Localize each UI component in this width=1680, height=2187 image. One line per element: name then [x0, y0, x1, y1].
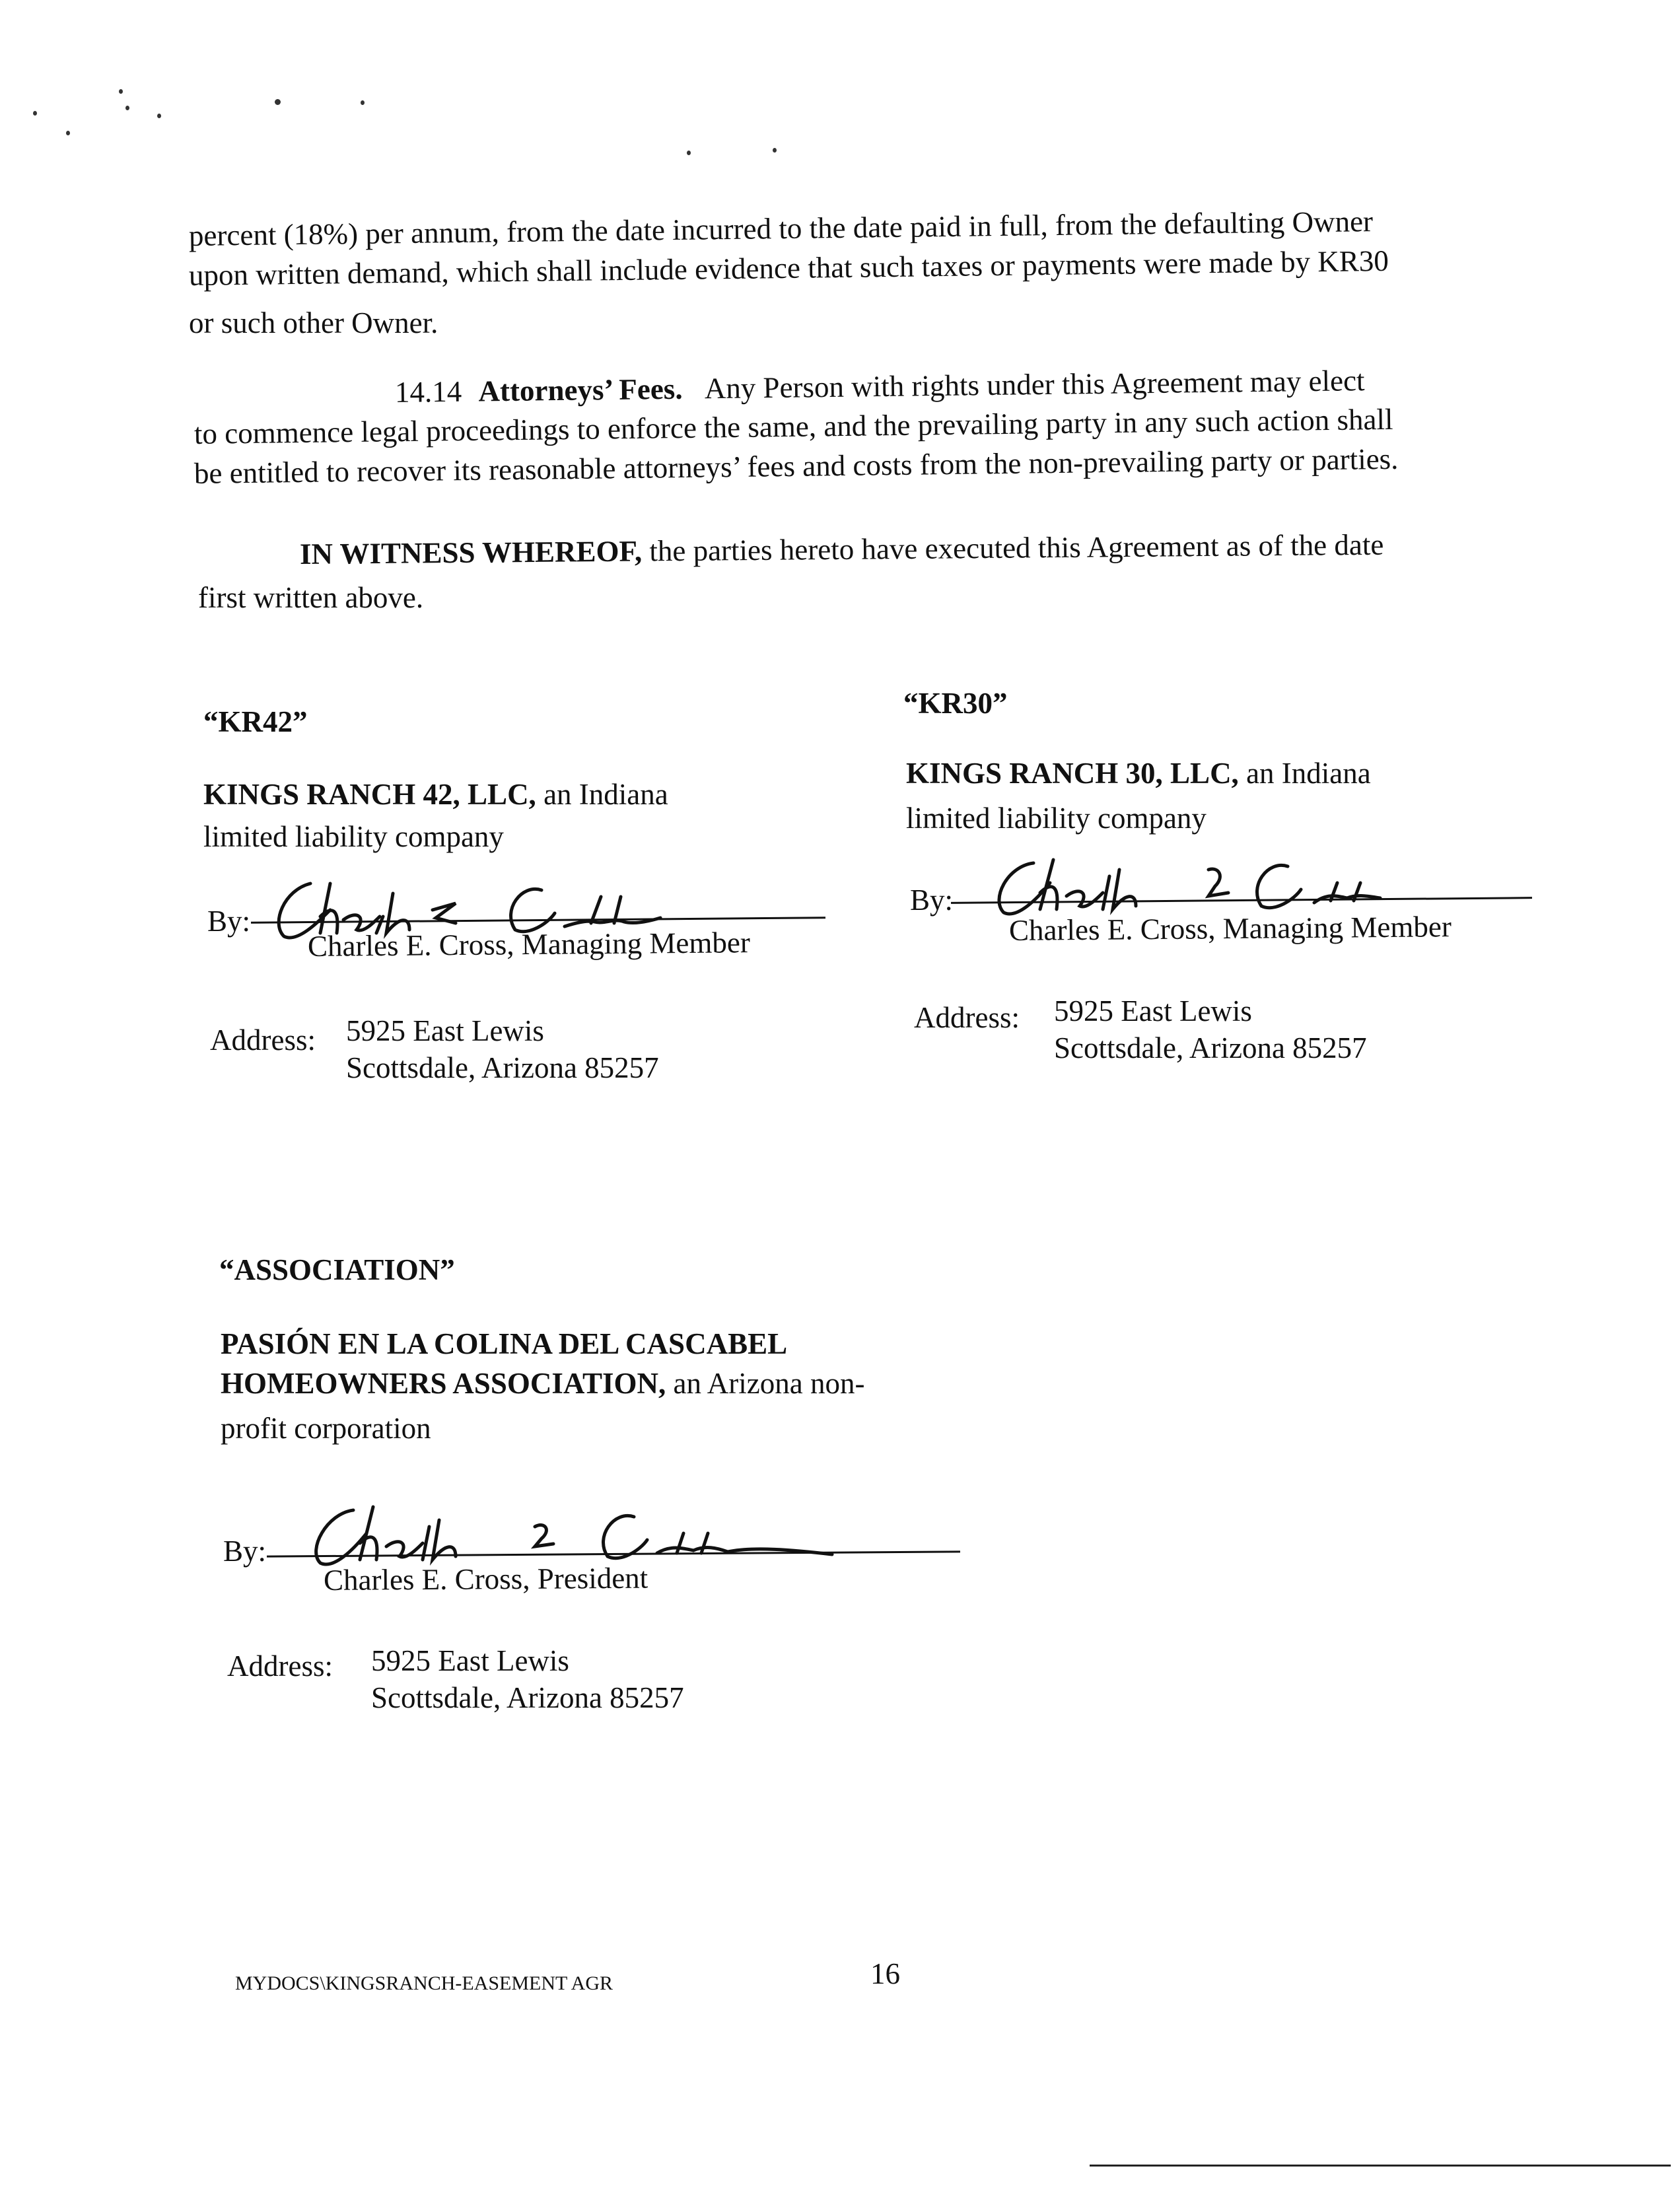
- kr30-entity-line2: limited liability company: [906, 802, 1207, 835]
- scan-edge-line: [1090, 2165, 1671, 2167]
- witness-heading: IN WITNESS WHEREOF,: [299, 534, 643, 571]
- scan-speck: [125, 106, 129, 110]
- kr42-signer: Charles E. Cross, Managing Member: [307, 926, 751, 963]
- kr30-by-label: By:: [910, 884, 954, 917]
- footer-doc-path: MYDOCS\KINGSRANCH-EASEMENT AGR: [235, 1972, 613, 1994]
- kr30-entity-type: an Indiana: [1246, 757, 1371, 790]
- association-entity-line1: PASIÓN EN LA COLINA DEL CASCABEL: [221, 1327, 788, 1360]
- kr30-entity-name: KINGS RANCH 30, LLC,: [906, 757, 1239, 790]
- kr30-entity: [906, 754, 1371, 792]
- association-entity-line2: [221, 1364, 864, 1403]
- kr30-address-label: Address:: [914, 1001, 1020, 1034]
- association-address-line1: 5925 East Lewis: [371, 1644, 569, 1677]
- section-heading: Attorneys’ Fees.: [478, 372, 683, 408]
- para1-line1: percent (18%) per annum, from the date incurred to the date paid in full, from the defaulting Owner: [188, 205, 1374, 252]
- kr42-address-line2: Scottsdale, Arizona 85257: [346, 1051, 659, 1084]
- section-14-14-line2: to commence legal proceedings to enforce the same, and the prevailing party in any such action shall: [193, 402, 1393, 450]
- scan-speck: [66, 131, 70, 135]
- association-address-label: Address:: [227, 1649, 333, 1683]
- association-entity-line3: profit corporation: [221, 1412, 431, 1445]
- scan-speck: [361, 100, 365, 105]
- kr30-label: “KR30”: [903, 687, 1008, 720]
- kr42-label: “KR42”: [203, 705, 308, 738]
- witness-line1: [300, 526, 1384, 573]
- association-by-label: By:: [223, 1535, 267, 1568]
- kr30-address-line2: Scottsdale, Arizona 85257: [1054, 1031, 1367, 1064]
- kr42-entity-name: KINGS RANCH 42, LLC,: [203, 778, 536, 811]
- kr42-address-line1: 5925 East Lewis: [346, 1014, 544, 1047]
- kr30-signer: Charles E. Cross, Managing Member: [1008, 910, 1452, 947]
- association-entity-type: an Arizona non-: [673, 1367, 865, 1400]
- association-address-line2: Scottsdale, Arizona 85257: [371, 1681, 684, 1714]
- association-label: “ASSOCIATION”: [219, 1253, 455, 1286]
- section-number: 14.14: [394, 374, 462, 409]
- scan-speck: [275, 99, 281, 105]
- association-signer: Charles E. Cross, President: [323, 1561, 648, 1597]
- kr42-entity: [203, 775, 668, 814]
- witness-line2: first written above.: [198, 581, 424, 614]
- kr30-address-line1: 5925 East Lewis: [1054, 994, 1252, 1027]
- scan-speck: [119, 89, 123, 94]
- section-text: Any Person with rights under this Agreement may elect: [704, 364, 1365, 405]
- scan-speck: [773, 148, 777, 153]
- association-entity-name: HOMEOWNERS ASSOCIATION,: [221, 1367, 666, 1400]
- kr42-entity-type: an Indiana: [543, 778, 668, 811]
- para1-line2: upon written demand, which shall include evidence that such taxes or payments were made by KR30: [188, 244, 1389, 292]
- para1-line3: or such other Owner.: [189, 306, 438, 339]
- kr42-by-label: By:: [207, 905, 251, 938]
- kr42-address-label: Address:: [210, 1024, 316, 1057]
- scan-speck: [33, 111, 37, 116]
- page-number: 16: [870, 1957, 900, 1990]
- section-14-14-line3: be entitled to recover its reasonable attorneys’ fees and costs from the non-prevailing party or parties.: [193, 442, 1399, 490]
- witness-text: the parties hereto have executed this Agreement as of the date: [649, 528, 1384, 568]
- kr42-entity-line2: limited liability company: [203, 820, 504, 853]
- scan-speck: [687, 151, 691, 155]
- scan-speck: [157, 114, 161, 118]
